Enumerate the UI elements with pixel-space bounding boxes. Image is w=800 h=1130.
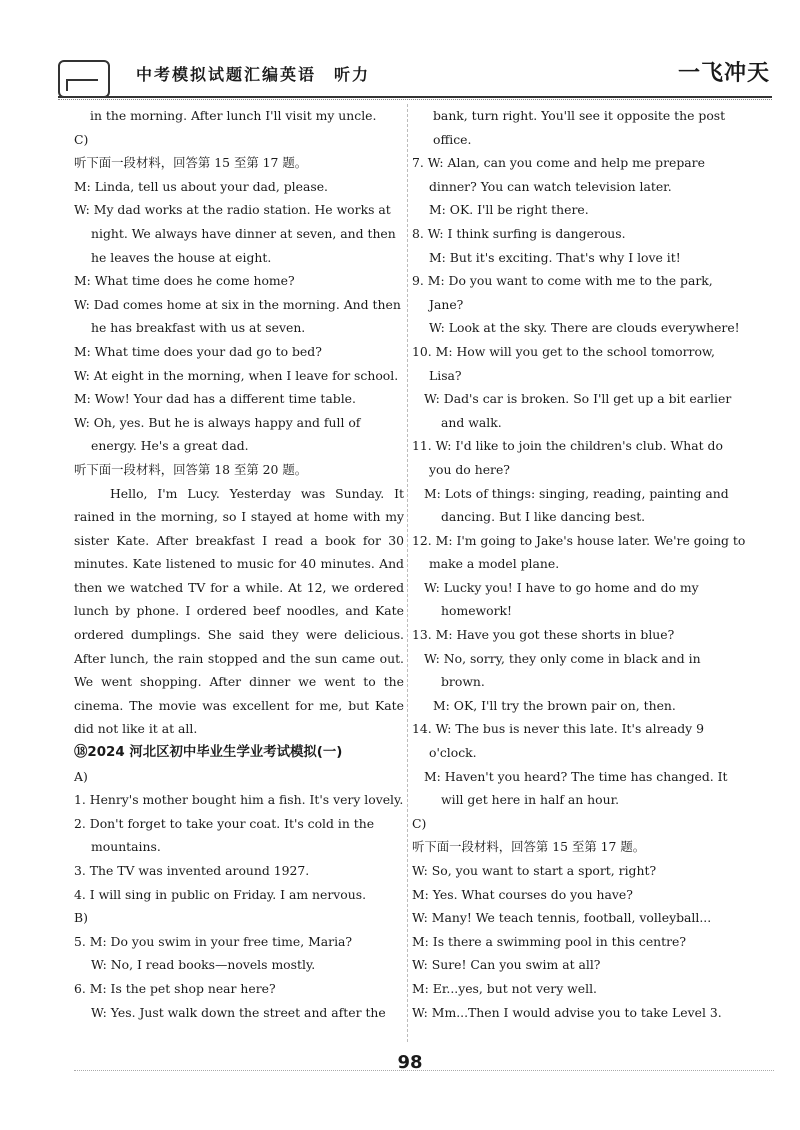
- left-line: ⑱2024 河北区初中毕业生学业考试模拟(一): [74, 745, 343, 761]
- book-logo-icon: [58, 60, 110, 98]
- right-line: M: OK. I'll be right there.: [429, 202, 589, 218]
- right-line: W: Lucky you! I have to go home and do my homework!: [424, 579, 699, 619]
- right-line: M: Is there a swimming pool in this centre?: [412, 933, 687, 949]
- right-column: [412, 104, 746, 1024]
- right-line: 听下面一段材料，回答第 15 至第 17 题。: [412, 839, 646, 855]
- right-line: 11. W: I'd like to join the children's club. What do you do here?: [412, 438, 723, 477]
- left-line: 听下面一段材料，回答第 18 至第 20 题。: [74, 461, 308, 477]
- left-line: W: Dad comes home at six in the morning. And then he has breakfast with us at seven.: [74, 296, 401, 336]
- right-line: 14. W: The bus is never this late. It's already 9 o'clock.: [412, 721, 704, 761]
- column-divider: [407, 104, 408, 1042]
- right-line: C): [412, 815, 427, 831]
- left-line: A): [74, 768, 88, 784]
- left-line: M: What time does your dad go to bed?: [74, 343, 322, 359]
- right-line: W: No, sorry, they only come in black and in brown.: [424, 650, 701, 690]
- right-line: M: Er...yes, but not very well.: [412, 980, 597, 996]
- right-line: M: Haven't you heard? The time has changed. It will get here in half an hour.: [424, 768, 728, 808]
- left-line: Hello, I'm Lucy. Yesterday was Sunday. It rained in the morning, so I stayed at home with my sister Kate. After breakfast I read a book for 30 minutes. Kate listened to music for 40 minutes. And then we watched TV for a while. At 12, we ordered lunch by phone. I ordered beef noodles, and Kate ordered dumplings. She said they were delicious. After lunch, the rain stopped and the sun came out. We went shopping. After dinner we went to the cinema. The movie was excellent for me, but Kate did not like it at all.: [74, 485, 404, 737]
- left-line: W: No, I read books—novels mostly.: [91, 957, 316, 973]
- left-line: 2. Don't forget to take your coat. It's cold in the mountains.: [74, 815, 375, 855]
- right-line: 13. M: Have you got these shorts in blue?: [412, 627, 675, 643]
- left-line: 1. Henry's mother bought him a fish. It's very lovely.: [74, 792, 404, 808]
- page-header: [58, 56, 770, 96]
- header-rule: [58, 96, 772, 98]
- right-line: W: Look at the sky. There are clouds everywhere!: [429, 320, 740, 336]
- left-line: 听下面一段材料，回答第 15 至第 17 题。: [74, 155, 308, 171]
- page-number: 98: [397, 1052, 423, 1073]
- footer-rule: [74, 1070, 774, 1071]
- header-rule-dotted: [58, 99, 772, 100]
- header-title: 中考模拟试题汇编英语 听力: [136, 65, 371, 84]
- right-line: 10. M: How will you get to the school tomorrow, Lisa?: [412, 343, 715, 383]
- left-line: 6. M: Is the pet shop near here?: [74, 980, 276, 996]
- brand-logo: 一飞冲天: [677, 61, 770, 86]
- left-line: M: Linda, tell us about your dad, please.: [74, 178, 328, 194]
- right-line: M: OK, I'll try the brown pair on, then.: [433, 697, 676, 713]
- left-line: W: Yes. Just walk down the street and after the: [91, 1004, 386, 1020]
- right-line: W: Sure! Can you swim at all?: [412, 957, 601, 973]
- left-line: in the morning. After lunch I'll visit my uncle.: [90, 108, 377, 123]
- left-line: W: My dad works at the radio station. He works at night. We always have dinner at seven, and then he leaves the house at eight.: [74, 202, 396, 265]
- right-line: 8. W: I think surfing is dangerous.: [412, 225, 626, 241]
- left-line: 5. M: Do you swim in your free time, Maria?: [74, 933, 353, 949]
- left-line: M: What time does he come home?: [74, 273, 295, 289]
- left-line: M: Wow! Your dad has a different time table.: [74, 391, 356, 407]
- left-line: 3. The TV was invented around 1927.: [74, 863, 310, 878]
- left-column: [74, 104, 404, 1024]
- right-line: W: So, you want to start a sport, right?: [412, 863, 657, 878]
- left-line: 4. I will sing in public on Friday. I am nervous.: [74, 886, 367, 902]
- left-line: B): [74, 910, 88, 926]
- right-line: 12. M: I'm going to Jake's house later. We're going to make a model plane.: [412, 532, 746, 572]
- right-line: W: Many! We teach tennis, football, volleyball...: [412, 910, 712, 926]
- left-line: W: At eight in the morning, when I leave for school.: [74, 367, 399, 383]
- right-line: W: Dad's car is broken. So I'll get up a bit earlier and walk.: [424, 391, 732, 430]
- left-line: C): [74, 131, 89, 147]
- left-line: W: Oh, yes. But he is always happy and full of energy. He's a great dad.: [74, 414, 361, 454]
- right-line: M: Yes. What courses do you have?: [412, 886, 633, 902]
- right-line: bank, turn right. You'll see it opposite the post office.: [433, 108, 726, 147]
- right-line: 9. M: Do you want to come with me to the park, Jane?: [412, 273, 713, 312]
- right-line: 7. W: Alan, can you come and help me prepare dinner? You can watch television later.: [412, 155, 705, 194]
- right-line: W: Mm...Then I would advise you to take Level 3.: [412, 1004, 722, 1020]
- right-line: M: Lots of things: singing, reading, painting and dancing. But I like dancing best.: [424, 485, 729, 525]
- right-line: M: But it's exciting. That's why I love it!: [429, 249, 681, 265]
